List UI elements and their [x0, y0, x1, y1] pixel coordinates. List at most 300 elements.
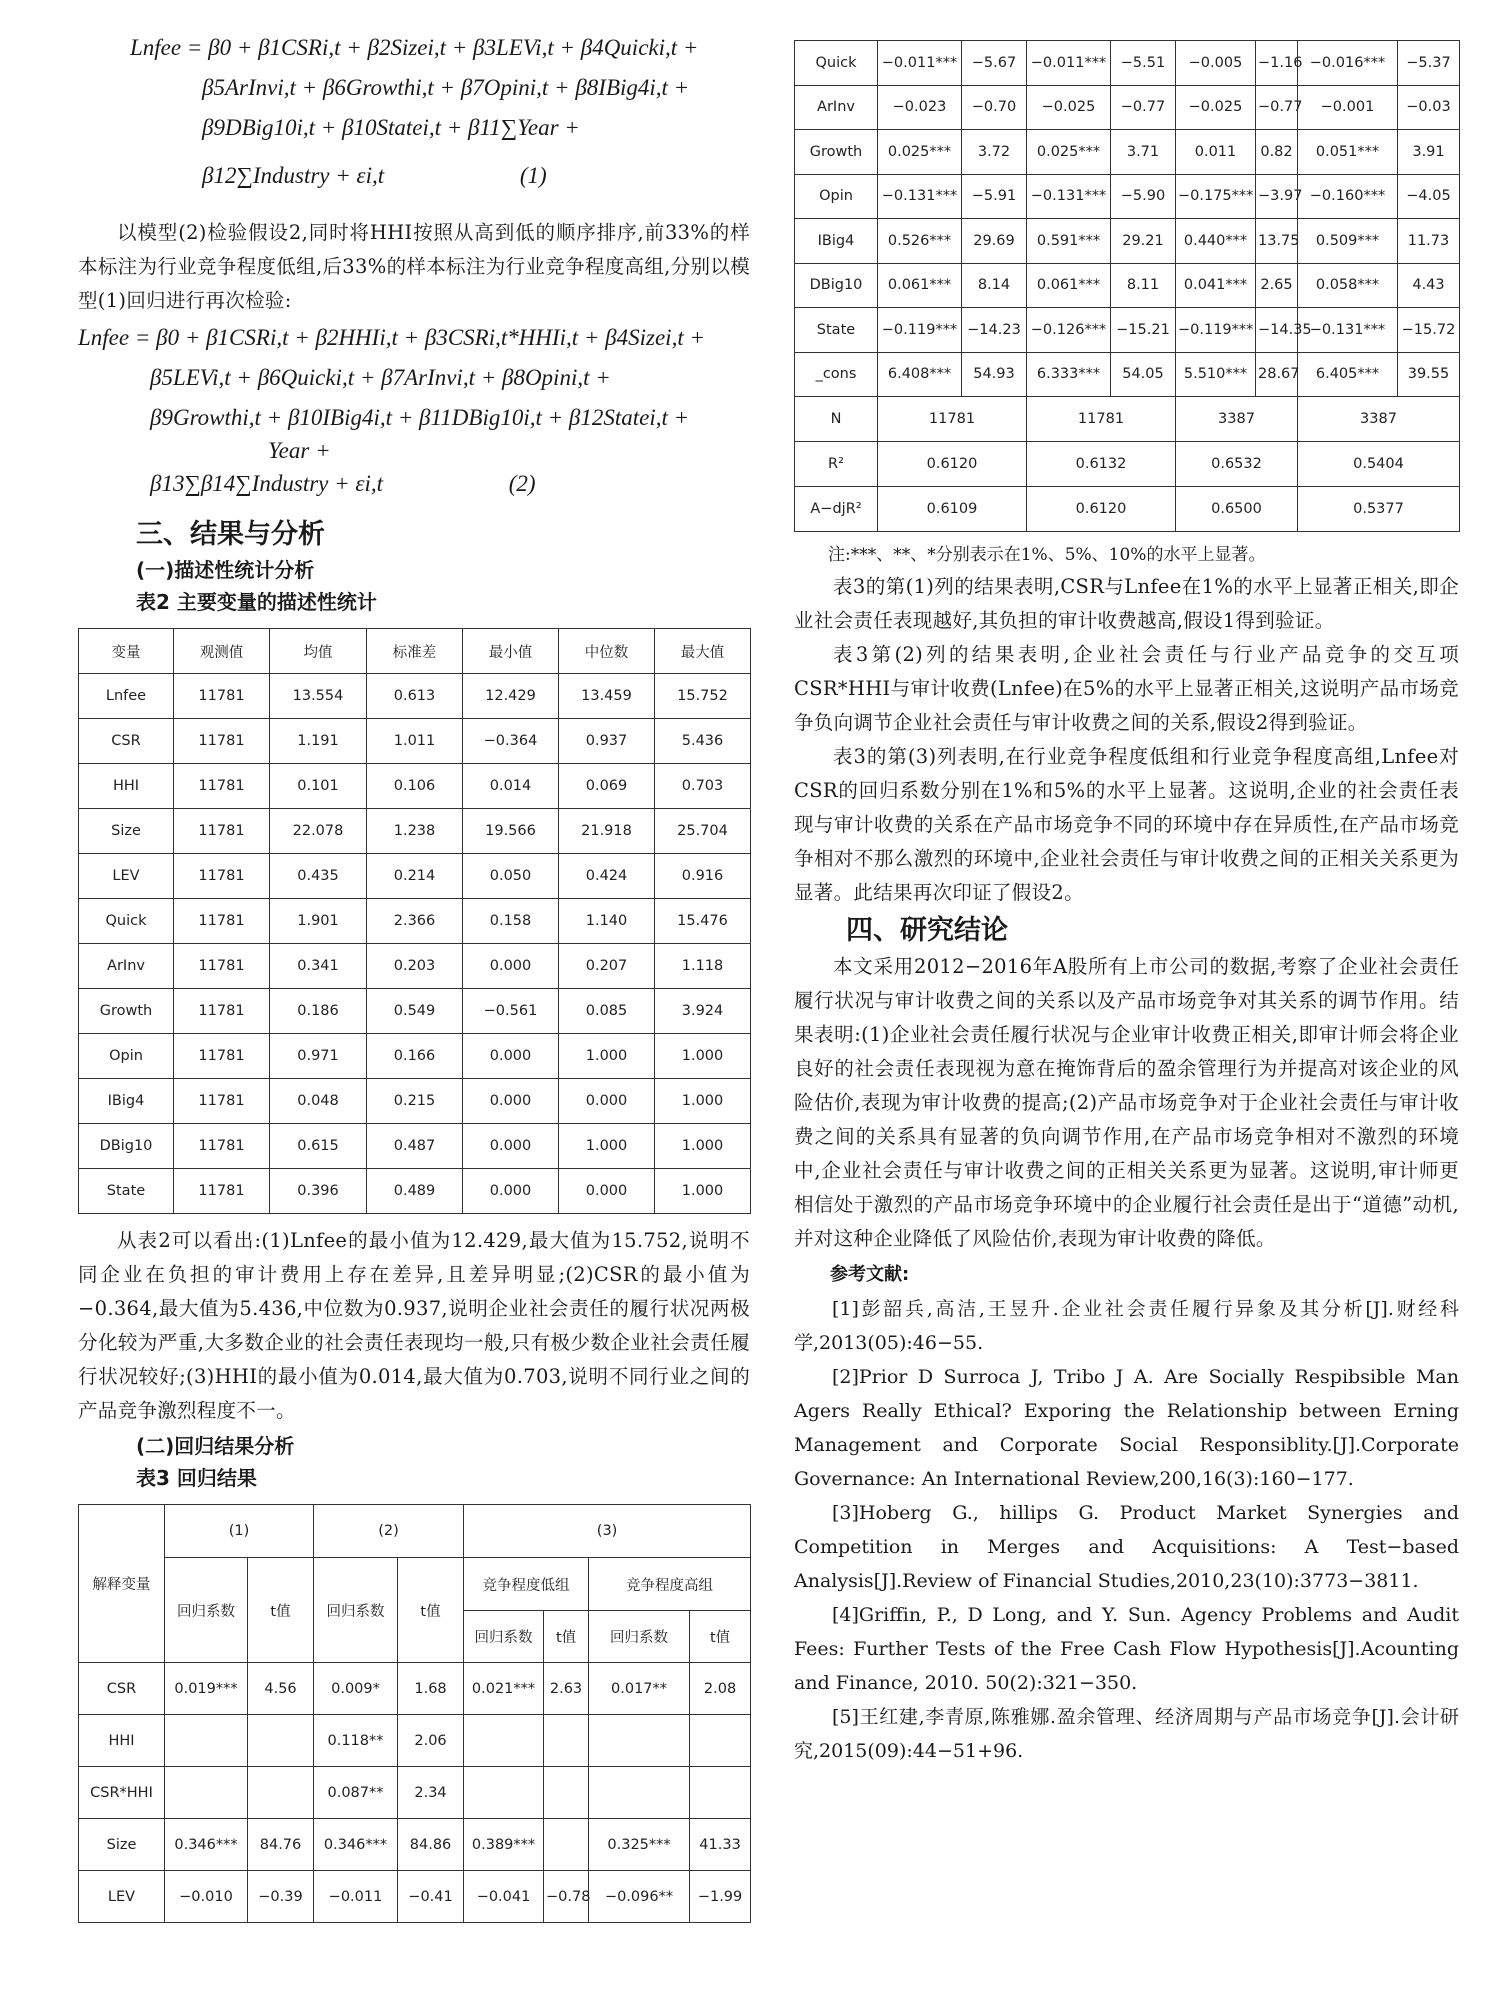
table-row [79, 809, 751, 854]
references-title: 参考文献: [830, 1264, 910, 1285]
table-cell: −3.97 [1256, 174, 1298, 219]
table-cell: −0.025 [1027, 85, 1111, 130]
table-row [79, 674, 751, 719]
table-cell: 11781 [174, 1169, 270, 1214]
table-row [79, 899, 751, 944]
table-cell: 0.014 [463, 764, 559, 809]
table-row [79, 1079, 751, 1124]
table-cell: 0.019*** [165, 1663, 248, 1715]
table-header-cell: 解释变量 [79, 1505, 165, 1663]
table-cell: −0.119*** [878, 308, 962, 353]
table-cell: 1.000 [559, 1034, 655, 1079]
table-cell: 0.6500 [1176, 487, 1298, 532]
table-cell: −4.05 [1398, 174, 1460, 219]
table-cell: −0.041 [464, 1871, 544, 1923]
formula-line: Lnfee = β0 + β1CSRi,t + β2Sizei,t + β3LEVi,t + β4Quicki,t + [130, 35, 699, 60]
left-column [78, 0, 750, 1923]
table-cell: 11781 [174, 1034, 270, 1079]
table-cell: −0.010 [165, 1871, 248, 1923]
table-cell: 11781 [174, 1079, 270, 1124]
table-cell: 0.000 [463, 1079, 559, 1124]
table-cell: 0.6109 [878, 487, 1027, 532]
table-cell: 84.76 [248, 1819, 314, 1871]
formula-line: Year + [268, 438, 331, 463]
table-summary-row [795, 397, 1460, 442]
table-cell: −0.096** [589, 1871, 690, 1923]
table-cell [589, 1767, 690, 1819]
table-header-cell: 观测值 [174, 629, 270, 674]
table-header-cell: 回归系数 [314, 1558, 398, 1663]
table-cell: 0.118** [314, 1715, 398, 1767]
variable-name-cell: CSR*HHI [79, 1767, 165, 1819]
variable-name-cell: HHI [79, 764, 174, 809]
table-cell: 0.703 [655, 764, 751, 809]
table-cell: −0.131*** [878, 174, 962, 219]
reference-item: [1]彭韶兵,高洁,王昱升.企业社会责任履行异象及其分析[J].财经科学,2013(05):46−55. [794, 1298, 1459, 1354]
variable-name-cell: N [795, 397, 878, 442]
reference-item: [2]Prior D Surroca J, Tribo J A. Are Socially Respibsible Man Agers Really Ethical? Exporing the Relationship between Erning Management and Corporate Social Responsiblity.[J].Corporate Governance: An International Review,200,16(3):160−177. [794, 1366, 1459, 1490]
table-cell: 8.14 [962, 263, 1027, 308]
table-cell [544, 1715, 589, 1767]
table-header-cell: 均值 [270, 629, 367, 674]
table-row [79, 764, 751, 809]
variable-name-cell: State [795, 308, 878, 353]
variable-name-cell: DBig10 [795, 263, 878, 308]
table-cell: 0.000 [559, 1169, 655, 1214]
table-cell: −5.67 [962, 41, 1027, 86]
table-cell: 13.554 [270, 674, 367, 719]
table-cell: 0.087** [314, 1767, 398, 1819]
table-cell: 0.5377 [1298, 487, 1460, 532]
table-cell: −5.90 [1111, 174, 1176, 219]
table-cell: 5.436 [655, 719, 751, 764]
variable-name-cell: Quick [79, 899, 174, 944]
table-cell: 11781 [174, 1124, 270, 1169]
table-header-cell: t值 [544, 1611, 589, 1663]
formula-line: β5LEVi,t + β6Quicki,t + β7ArInvi,t + β8Opini,t + [150, 365, 611, 390]
table-cell: 0.509*** [1298, 219, 1398, 264]
table-cell: 41.33 [690, 1819, 751, 1871]
table-header-cell: 中位数 [559, 629, 655, 674]
table-cell: 4.56 [248, 1663, 314, 1715]
table-cell: −0.175*** [1176, 174, 1256, 219]
table-cell: 11781 [174, 854, 270, 899]
table-cell: −0.364 [463, 719, 559, 764]
table-cell: 0.487 [367, 1124, 463, 1169]
table-cell: −0.119*** [1176, 308, 1256, 353]
table-cell: 0.440*** [1176, 219, 1256, 264]
table-header-cell: 变量 [79, 629, 174, 674]
table-cell [544, 1819, 589, 1871]
table-row [79, 989, 751, 1034]
table-cell: −14.35 [1256, 308, 1298, 353]
table-cell: 0.158 [463, 899, 559, 944]
table-cell: −0.126*** [1027, 308, 1111, 353]
table-cell: 0.186 [270, 989, 367, 1034]
paragraph-conclusion: 本文采用2012−2016年A股所有上市公司的数据,考察了企业社会责任履行状况与审计收费之间的关系以及产品市场竞争对其关系的调节作用。结果表明:(1)企业社会责任履行状况与企业审计收费正相关,即审计师会将企业良好的社会责任表现视为意在掩饰背后的盈余管理行为并提高对该企业的风险估价,表现为审计收费的提高;(2)产品市场竞争对于企业社会责任与审计收费之间的关系具有显著的负向调节作用,在产品市场竞争相对不激烈的环境中,企业社会责任与审计收费之间的正相关关系更为显著。这说明,审计师更相信处于激烈的产品市场竞争环境中的企业履行社会责任是出于“道德”动机,并对这种企业降低了风险估价,表现为审计收费的降低。 [794, 955, 1459, 1250]
table-cell: 11781 [174, 944, 270, 989]
table-cell: 0.389*** [464, 1819, 544, 1871]
table-row [795, 308, 1460, 353]
table-cell [165, 1715, 248, 1767]
table-cell: 54.05 [1111, 352, 1176, 397]
table-header-cell: 回归系数 [589, 1611, 690, 1663]
table-cell: 0.000 [463, 944, 559, 989]
equation-number: (2) [508, 471, 536, 496]
table-cell: 0.346*** [314, 1819, 398, 1871]
table-cell: −14.23 [962, 308, 1027, 353]
formula-line: β9DBig10i,t + β10Statei,t + β11∑Year + [202, 115, 580, 140]
subsection-2-title: (二)回归结果分析 [136, 1434, 295, 1458]
table-cell: 0.025*** [1027, 130, 1111, 175]
table-cell: 0.050 [463, 854, 559, 899]
table-cell: 0.82 [1256, 130, 1298, 175]
table-cell: −0.77 [1256, 85, 1298, 130]
table-cell: 0.215 [367, 1079, 463, 1124]
table-cell: −0.78 [544, 1871, 589, 1923]
table-cell: 29.21 [1111, 219, 1176, 264]
variable-name-cell: Growth [795, 130, 878, 175]
table-cell: 0.101 [270, 764, 367, 809]
table-cell: 13.459 [559, 674, 655, 719]
table-cell: 6.333*** [1027, 352, 1111, 397]
table-cell: 0.166 [367, 1034, 463, 1079]
table-cell: 2.34 [398, 1767, 464, 1819]
table-cell: 0.017** [589, 1663, 690, 1715]
table-cell: 11781 [174, 809, 270, 854]
table-cell: 3387 [1298, 397, 1460, 442]
table-cell: 0.591*** [1027, 219, 1111, 264]
table-cell: 28.67 [1256, 352, 1298, 397]
table-cell: 8.11 [1111, 263, 1176, 308]
table-cell: 3.924 [655, 989, 751, 1034]
table-header-cell: 标准差 [367, 629, 463, 674]
table-cell: −0.005 [1176, 41, 1256, 86]
table-cell: 0.5404 [1298, 442, 1460, 487]
variable-name-cell: Size [79, 809, 174, 854]
variable-name-cell: CSR [79, 719, 174, 764]
table-cell: 39.55 [1398, 352, 1460, 397]
table-cell: 3.91 [1398, 130, 1460, 175]
table-cell: 0.061*** [1027, 263, 1111, 308]
table-row [79, 1767, 751, 1819]
variable-name-cell: R² [795, 442, 878, 487]
table-cell: 0.207 [559, 944, 655, 989]
table-cell: 21.918 [559, 809, 655, 854]
paragraph-result-2: 表3第(2)列的结果表明,企业社会责任与行业产品竞争的交互项CSR*HHI与审计收费(Lnfee)在5%的水平上显著正相关,这说明产品市场竞争负向调节企业社会责任与审计收费之间的关系,假设2得到验证。 [794, 643, 1459, 734]
table-cell: 1.011 [367, 719, 463, 764]
table-cell: 0.203 [367, 944, 463, 989]
table-cell: 0.061*** [878, 263, 962, 308]
table-header-cell: (1) [165, 1505, 314, 1558]
table-header-row [79, 629, 751, 674]
table-header-cell: 最小值 [463, 629, 559, 674]
formula-line: Lnfee = β0 + β1CSRi,t + β2HHIi,t + β3CSRi,t*HHIi,t + β4Sizei,t + [78, 325, 705, 350]
table-row [795, 174, 1460, 219]
table-cell: 15.476 [655, 899, 751, 944]
table-row [79, 1819, 751, 1871]
table-cell: −0.011*** [878, 41, 962, 86]
table-cell: 0.435 [270, 854, 367, 899]
table-cell: 6.408*** [878, 352, 962, 397]
table-row [79, 1871, 751, 1923]
table-cell: 1.000 [655, 1079, 751, 1124]
table-cell: 29.69 [962, 219, 1027, 264]
table-cell: 2.06 [398, 1715, 464, 1767]
table-cell [248, 1767, 314, 1819]
table-cell: 13.75 [1256, 219, 1298, 264]
table-cell: 15.752 [655, 674, 751, 719]
table-cell: 1.901 [270, 899, 367, 944]
table-cell: 0.489 [367, 1169, 463, 1214]
table-cell: 4.43 [1398, 263, 1460, 308]
table-row [795, 263, 1460, 308]
table-cell [690, 1767, 751, 1819]
table-cell: 0.058*** [1298, 263, 1398, 308]
table-row [79, 1663, 751, 1715]
table-2-caption: 表2 主要变量的描述性统计 [136, 590, 377, 614]
table-cell: 11781 [174, 764, 270, 809]
table-row [79, 1715, 751, 1767]
table-header-cell: (3) [464, 1505, 751, 1558]
table-row [795, 352, 1460, 397]
table-cell: −1.16 [1256, 41, 1298, 86]
model-2-formula [78, 318, 750, 504]
table-cell: 11781 [174, 989, 270, 1034]
table-cell: −0.41 [398, 1871, 464, 1923]
table-cell: 0.106 [367, 764, 463, 809]
table-cell: 0.000 [463, 1034, 559, 1079]
table-row [795, 219, 1460, 264]
table-cell: 0.021*** [464, 1663, 544, 1715]
variable-name-cell: State [79, 1169, 174, 1214]
paragraph-model2-intro: 以模型(2)检验假设2,同时将HHI按照从高到低的顺序排序,前33%的样本标注为行业竞争程度低组,后33%的样本标注为行业竞争程度高组,分别以模型(1)回归进行再次检验: [78, 221, 750, 312]
variable-name-cell: Lnfee [79, 674, 174, 719]
table-cell: 11781 [1027, 397, 1176, 442]
table-cell: 1.000 [559, 1124, 655, 1169]
variable-name-cell: LEV [79, 854, 174, 899]
table-3-part-1 [78, 1504, 751, 1923]
table-cell: 0.6132 [1027, 442, 1176, 487]
table-cell: 0.000 [463, 1124, 559, 1169]
table-cell: −0.011*** [1027, 41, 1111, 86]
table-cell: −0.03 [1398, 85, 1460, 130]
table-row [79, 1169, 751, 1214]
table-cell: 2.08 [690, 1663, 751, 1715]
table-header-cell: 回归系数 [165, 1558, 248, 1663]
table-cell: 0.085 [559, 989, 655, 1034]
formula-line-text: β12∑Industry + εi,t [202, 163, 385, 188]
table-row [795, 41, 1460, 86]
table-cell: 11781 [878, 397, 1027, 442]
paragraph-result-3: 表3的第(3)列表明,在行业竞争程度低组和行业竞争程度高组,Lnfee对CSR的回归系数分别在1%和5%的水平上显著。这说明,企业的社会责任表现与审计收费的关系在产品市场竞争不同的环境中存在异质性,在产品市场竞争相对不那么激烈的环境中,企业社会责任与审计收费之间的正相关关系更为显著。此结果再次印证了假设2。 [794, 745, 1459, 904]
table-cell: −0.131*** [1298, 308, 1398, 353]
table-cell: 11781 [174, 899, 270, 944]
table-cell: 0.025*** [878, 130, 962, 175]
table-row [79, 1124, 751, 1169]
table-header-cell: 回归系数 [464, 1611, 544, 1663]
table-cell: 1.000 [655, 1124, 751, 1169]
variable-name-cell: CSR [79, 1663, 165, 1715]
table-cell: 2.65 [1256, 263, 1298, 308]
table-cell: −0.561 [463, 989, 559, 1034]
table-cell: 0.041*** [1176, 263, 1256, 308]
variable-name-cell: Opin [795, 174, 878, 219]
table-cell: −0.39 [248, 1871, 314, 1923]
table-cell: 0.424 [559, 854, 655, 899]
table-cell: 11781 [174, 674, 270, 719]
table-cell: 11.73 [1398, 219, 1460, 264]
variable-name-cell: HHI [79, 1715, 165, 1767]
table-cell: 1.68 [398, 1663, 464, 1715]
reference-item: [3]Hoberg G., hillips G. Product Market Synergies and Competition in Merges and Acquisitions: A Test−based Analysis[J].Review of Financial Studies,2010,23(10):3773−3811. [794, 1502, 1459, 1592]
table-cell: −0.016*** [1298, 41, 1398, 86]
table-cell: 0.009* [314, 1663, 398, 1715]
table-cell [248, 1715, 314, 1767]
section-4-title: 四、研究结论 [846, 915, 1008, 946]
table-cell: −0.011 [314, 1871, 398, 1923]
table-cell [544, 1767, 589, 1819]
table-cell: 0.325*** [589, 1819, 690, 1871]
table-header-cell: t值 [398, 1558, 464, 1663]
variable-name-cell: A−djR² [795, 487, 878, 532]
table-cell: 0.971 [270, 1034, 367, 1079]
subsection-1-title: (一)描述性统计分析 [136, 558, 315, 582]
table-cell: 2.366 [367, 899, 463, 944]
variable-name-cell: _cons [795, 352, 878, 397]
right-column [794, 0, 1459, 1768]
paragraph-table2-analysis: 从表2可以看出:(1)Lnfee的最小值为12.429,最大值为15.752,说明不同企业在负担的审计费用上存在差异,且差异明显;(2)CSR的最小值为−0.364,最大值为5.436,中位数为0.937,说明企业社会责任的履行状况两极分化较为严重,大多数企业的社会责任表现均一般,只有极少数企业社会责任履行状况较好;(3)HHI的最小值为0.014,最大值为0.703,说明不同行业之间的产品竞争激烈程度不一。 [78, 1229, 750, 1422]
table-cell [165, 1767, 248, 1819]
table-header-cell: (2) [314, 1505, 464, 1558]
table-cell: −0.131*** [1027, 174, 1111, 219]
table-cell: 0.916 [655, 854, 751, 899]
table-cell: −15.72 [1398, 308, 1460, 353]
table-cell: 0.6120 [1027, 487, 1176, 532]
table-cell: 1.000 [655, 1034, 751, 1079]
variable-name-cell: IBig4 [795, 219, 878, 264]
variable-name-cell: Size [79, 1819, 165, 1871]
table-cell: −0.77 [1111, 85, 1176, 130]
table-cell: 19.566 [463, 809, 559, 854]
table-cell: 0.549 [367, 989, 463, 1034]
table-row [79, 944, 751, 989]
table-cell: 0.526*** [878, 219, 962, 264]
table-cell: 6.405*** [1298, 352, 1398, 397]
table-cell [589, 1715, 690, 1767]
table-header-row [79, 1505, 751, 1558]
variable-name-cell: LEV [79, 1871, 165, 1923]
table-cell: −0.160*** [1298, 174, 1398, 219]
section-3-title: 三、结果与分析 [136, 519, 325, 550]
table-cell: 25.704 [655, 809, 751, 854]
variable-name-cell: DBig10 [79, 1124, 174, 1169]
variable-name-cell: Growth [79, 989, 174, 1034]
table-cell: 0.937 [559, 719, 655, 764]
table-cell: 0.6120 [878, 442, 1027, 487]
table-cell: 0.214 [367, 854, 463, 899]
table-3-part-2 [794, 40, 1460, 532]
reference-item: [5]王红建,李青原,陈雅娜.盈余管理、经济周期与产品市场竞争[J].会计研究,2015(09):44−51+96. [794, 1706, 1459, 1762]
table-cell: −0.001 [1298, 85, 1398, 130]
reference-item: [4]Griffin, P., D Long, and Y. Sun. Agency Problems and Audit Fees: Further Tests of the Free Cash Flow Hypothesis[J].Acounting and Finance, 2010. 50(2):321−350. [794, 1604, 1459, 1694]
table-cell: 0.000 [559, 1079, 655, 1124]
table-row [79, 719, 751, 764]
table-cell: 11781 [174, 719, 270, 764]
table-cell [690, 1715, 751, 1767]
variable-name-cell: Opin [79, 1034, 174, 1079]
table-header-cell: t值 [690, 1611, 751, 1663]
references-list [794, 1292, 1459, 1768]
table-cell: 0.069 [559, 764, 655, 809]
table-cell: 1.000 [655, 1169, 751, 1214]
variable-name-cell: IBig4 [79, 1079, 174, 1124]
formula-line-text: β13∑β14∑Industry + εi,t [150, 471, 383, 496]
table-cell: 3.72 [962, 130, 1027, 175]
table-cell: 0.6532 [1176, 442, 1298, 487]
table-cell: 1.191 [270, 719, 367, 764]
table-cell: −0.025 [1176, 85, 1256, 130]
table-cell: 22.078 [270, 809, 367, 854]
table-header-cell: 竞争程度高组 [589, 1558, 751, 1611]
table-cell: 84.86 [398, 1819, 464, 1871]
table-cell: 0.000 [463, 1169, 559, 1214]
table-summary-row [795, 442, 1460, 487]
table-cell: 0.051*** [1298, 130, 1398, 175]
table-cell: 3387 [1176, 397, 1298, 442]
formula-line: β9Growthi,t + β10IBig4i,t + β11DBig10i,t + β12Statei,t + [150, 405, 690, 430]
variable-name-cell: ArInv [795, 85, 878, 130]
table-cell: 54.93 [962, 352, 1027, 397]
table-cell: 5.510*** [1176, 352, 1256, 397]
formula-line [78, 464, 750, 504]
formula-line: β5ArInvi,t + β6Growthi,t + β7Opini,t + β8IBig4i,t + [202, 75, 690, 100]
table-cell: 0.615 [270, 1124, 367, 1169]
table-cell: 1.140 [559, 899, 655, 944]
table-cell: −0.70 [962, 85, 1027, 130]
model-1-formula [78, 28, 750, 196]
table-row [79, 1034, 751, 1079]
table-cell: 2.63 [544, 1663, 589, 1715]
table-row [795, 85, 1460, 130]
paragraph-result-1: 表3的第(1)列的结果表明,CSR与Lnfee在1%的水平上显著正相关,即企业社会责任表现越好,其负担的审计收费越高,假设1得到验证。 [794, 575, 1459, 632]
table-row [79, 854, 751, 899]
table-cell: −5.51 [1111, 41, 1176, 86]
table-cell: 12.429 [463, 674, 559, 719]
table-cell [464, 1767, 544, 1819]
table-header-cell: t值 [248, 1558, 314, 1663]
table-row [795, 130, 1460, 175]
table-header-row [79, 1558, 751, 1611]
formula-line [130, 156, 750, 196]
table-cell [464, 1715, 544, 1767]
table-header-cell: 竞争程度低组 [464, 1558, 589, 1611]
table-cell: 0.011 [1176, 130, 1256, 175]
table-3-caption: 表3 回归结果 [136, 1466, 257, 1490]
table-cell: 0.613 [367, 674, 463, 719]
table-cell: 3.71 [1111, 130, 1176, 175]
table-cell: 0.048 [270, 1079, 367, 1124]
table-cell: −1.99 [690, 1871, 751, 1923]
table-cell: 0.346*** [165, 1819, 248, 1871]
table-cell: −15.21 [1111, 308, 1176, 353]
table-cell: 1.118 [655, 944, 751, 989]
table-cell: 0.396 [270, 1169, 367, 1214]
variable-name-cell: ArInv [79, 944, 174, 989]
equation-number: (1) [519, 163, 547, 188]
table-3-note: 注:***、**、*分别表示在1%、5%、10%的水平上显著。 [828, 545, 1266, 565]
table-cell: −5.91 [962, 174, 1027, 219]
